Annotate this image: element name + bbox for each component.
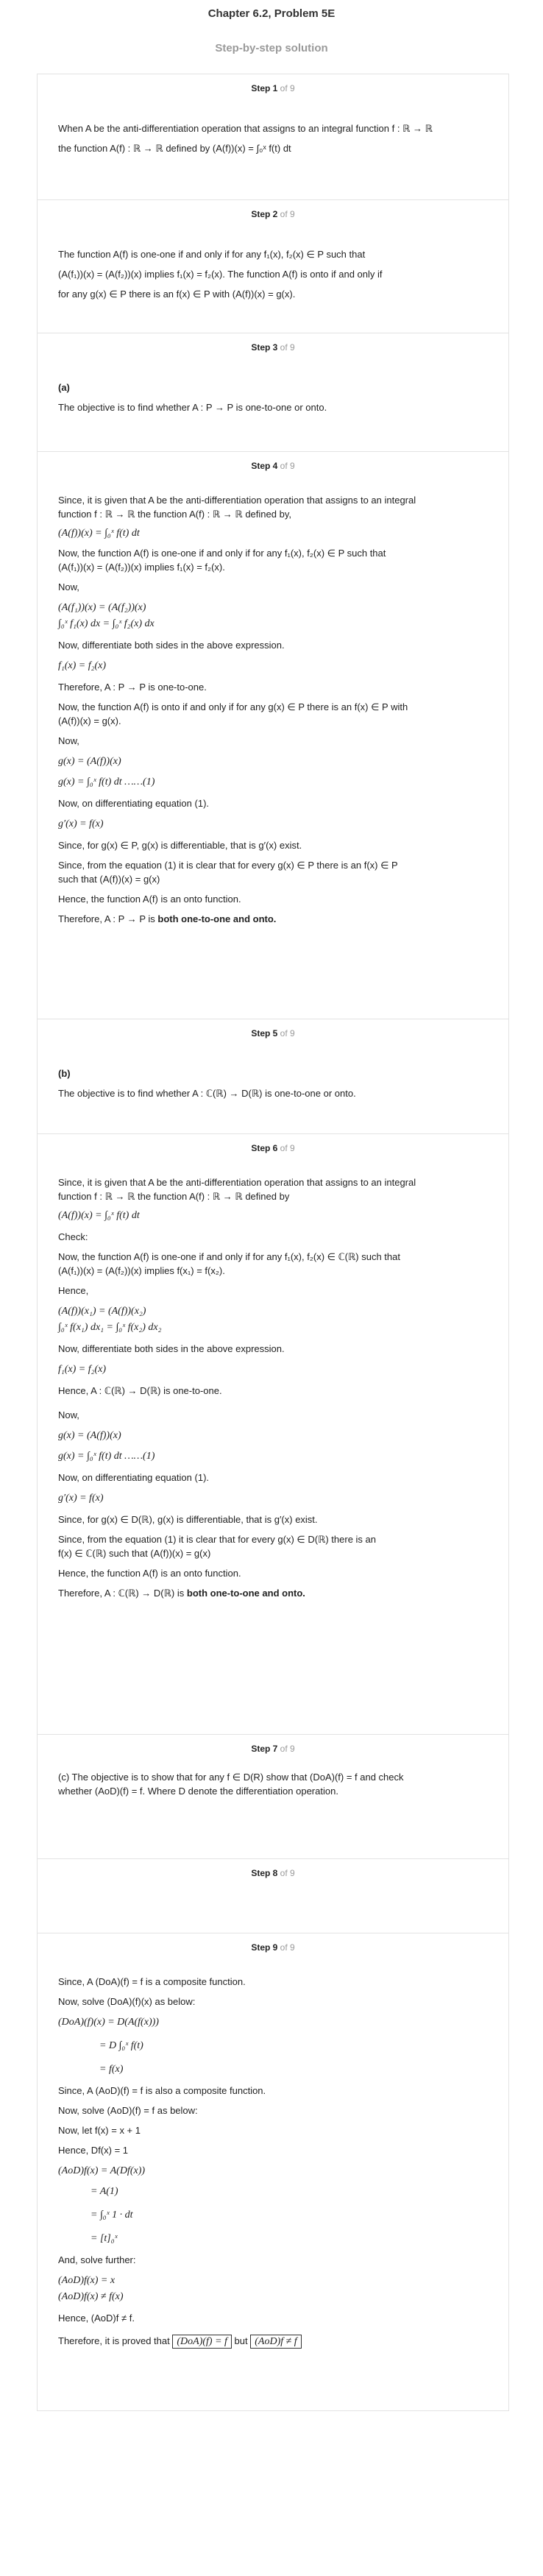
equation: (A(f₁))(x) = (A(f₂))(x)	[58, 602, 146, 613]
equation: g(x) = ∫₀ˣ f(t) dt ……(1)	[58, 1451, 155, 1462]
step-text: f(x) ∈ ℂ(ℝ) such that (A(f))(x) = g(x)	[58, 1548, 211, 1559]
equation: = A(1)	[90, 2186, 118, 2197]
step-3	[38, 333, 508, 452]
step-text: Hence, the function A(f) is an onto function.	[58, 1568, 241, 1579]
step-heading: Step 5 of 9	[251, 1028, 295, 1038]
equation: f₁(x) = f₂(x)	[58, 1364, 107, 1375]
solution-steps	[37, 74, 509, 2411]
step-5	[38, 1019, 508, 1134]
step-text: Since, A (AoD)(f) = f is also a composite function.	[58, 2085, 266, 2096]
step-1	[38, 74, 508, 200]
step-text: Now, on differentiating equation (1).	[58, 1472, 210, 1483]
step-text: Since, it is given that A be the anti-differentiation operation that assigns to an integral	[58, 495, 416, 506]
equation: g(x) = (A(f))(x)	[58, 1430, 121, 1441]
step-heading: Step 1 of 9	[251, 83, 295, 93]
step-text: Hence, the function A(f) is an onto function.	[58, 894, 241, 905]
step-text: function f : ℝ → ℝ the function A(f) : ℝ → ℝ defined by	[58, 1191, 290, 1202]
step-text: Now, the function A(f) is one-one if and only if for any f₁(x), f₂(x) ∈ P such that	[58, 548, 386, 559]
step-text: The function A(f) is one-one if and only if for any f₁(x), f₂(x) ∈ P such that	[58, 249, 366, 260]
part-label: (a)	[58, 382, 70, 393]
step-text: Now, solve (DoA)(f)(x) as below:	[58, 1996, 196, 2007]
step-8	[38, 1859, 508, 1933]
step-text: such that (A(f))(x) = g(x)	[58, 874, 160, 885]
step-text: Now, the function A(f) is one-one if and only if for any f₁(x), f₂(x) ∈ ℂ(ℝ) such that	[58, 1251, 400, 1262]
page-header	[0, 0, 543, 54]
step-2	[38, 200, 508, 333]
equation: = [t]₀ˣ	[90, 2233, 118, 2244]
step-text: (A(f₁))(x) = (A(f₂))(x) implies f₁(x) = f₂(x).	[58, 562, 225, 573]
step-text: The objective is to find whether A : P → P is one-to-one or onto.	[58, 402, 327, 413]
step-heading: Step 7 of 9	[251, 1744, 295, 1754]
step-text: Hence, (AoD)f ≠ f.	[58, 2313, 135, 2324]
boxed-result: (AoD)f ≠ f	[250, 2335, 301, 2349]
step-text: the function A(f) : ℝ → ℝ defined by (A(f))(x) = ∫₀ˣ f(t) dt	[58, 143, 291, 154]
equation: (AoD)f(x) = A(Df(x))	[58, 2165, 146, 2176]
equation: (A(f))(x₁) = (A(f))(x₂)	[58, 1306, 146, 1317]
equation: ∫₀ˣ f₁(x) dx = ∫₀ˣ f₂(x) dx	[58, 618, 155, 629]
final-conclusion: Therefore, it is proved that (DoA)(f) = f but (AoD)f ≠ f	[58, 2334, 488, 2349]
step-text: Now, differentiate both sides in the above expression.	[58, 1343, 285, 1354]
step-text: Now,	[58, 581, 79, 592]
step-7	[38, 1735, 508, 1859]
chapter-title: Chapter 6.2, Problem 5E	[207, 7, 336, 20]
step-4	[38, 452, 508, 1019]
step-heading: Step 8 of 9	[251, 1868, 295, 1878]
step-text: Now,	[58, 1409, 79, 1420]
step-text: Since, A (DoA)(f) = f is a composite function.	[58, 1976, 246, 1987]
boxed-result: (DoA)(f) = f	[172, 2335, 232, 2349]
step-text: Since, it is given that A be the anti-differentiation operation that assigns to an integral	[58, 1177, 416, 1188]
step-text: Hence, A : ℂ(ℝ) → D(ℝ) is one-to-one.	[58, 1385, 222, 1396]
part-label: (b)	[58, 1068, 71, 1079]
step-text: Now, the function A(f) is onto if and only if for any g(x) ∈ P there is an f(x) ∈ P with	[58, 701, 408, 712]
step-text: whether (AoD)(f) = f. Where D denote the differentiation operation.	[58, 1786, 338, 1797]
step-text: Now, on differentiating equation (1).	[58, 798, 210, 809]
step-text: Now, let f(x) = x + 1	[58, 2125, 141, 2136]
solution-subtitle: Step-by-step solution	[215, 42, 328, 54]
step-text: Now,	[58, 735, 79, 746]
step-heading: Step 6 of 9	[251, 1143, 295, 1153]
equation: ∫₀ˣ f(x₁) dx₁ = ∫₀ˣ f(x₂) dx₂	[58, 1322, 162, 1333]
step-conclusion: Therefore, A : P → P is both one-to-one and onto.	[58, 913, 277, 924]
step-text: function f : ℝ → ℝ the function A(f) : ℝ → ℝ defined by,	[58, 509, 291, 520]
equation: (A(f))(x) = ∫₀ˣ f(t) dt	[58, 528, 140, 539]
step-heading: Step 4 of 9	[251, 461, 295, 471]
step-9	[38, 1933, 508, 2411]
step-text: (c) The objective is to show that for any f ∈ D(R) show that (DoA)(f) = f and check	[58, 1772, 404, 1783]
step-text: for any g(x) ∈ P there is an f(x) ∈ P with (A(f))(x) = g(x).	[58, 289, 296, 300]
equation: = D ∫₀ˣ f(t)	[99, 2040, 143, 2051]
step-text: Hence, Df(x) = 1	[58, 2145, 129, 2156]
step-6	[38, 1134, 508, 1735]
step-text: Now, differentiate both sides in the above expression.	[58, 640, 285, 651]
step-text: When A be the anti-differentiation operation that assigns to an integral function f : ℝ → ℝ	[58, 123, 433, 134]
step-text: Since, from the equation (1) it is clear that for every g(x) ∈ P there is an f(x) ∈ P	[58, 860, 398, 871]
step-text: Since, for g(x) ∈ D(ℝ), g(x) is differentiable, that is g′(x) exist.	[58, 1514, 318, 1525]
equation: (AoD)f(x) ≠ f(x)	[58, 2291, 124, 2302]
equation: (A(f))(x) = ∫₀ˣ f(t) dt	[58, 1210, 140, 1221]
step-text: Hence,	[58, 1285, 89, 1296]
equation: = ∫₀ˣ 1 · dt	[90, 2209, 133, 2221]
step-text: Therefore, A : P → P is one-to-one.	[58, 682, 207, 693]
step-text: (A(f))(x) = g(x).	[58, 715, 121, 726]
equation: g(x) = (A(f))(x)	[58, 756, 121, 767]
equation: f₁(x) = f₂(x)	[58, 660, 107, 671]
step-conclusion: Therefore, A : ℂ(ℝ) → D(ℝ) is both one-to-one and onto.	[58, 1588, 305, 1599]
equation: (AoD)f(x) = x	[58, 2275, 116, 2286]
equation: (DoA)(f)(x) = D(A(f(x)))	[58, 2017, 159, 2028]
step-text: Since, for g(x) ∈ P, g(x) is differentiable, that is g′(x) exist.	[58, 840, 302, 851]
equation: g′(x) = f(x)	[58, 818, 104, 829]
equation: g(x) = ∫₀ˣ f(t) dt ……(1)	[58, 776, 155, 788]
step-heading: Step 9 of 9	[251, 1942, 295, 1953]
step-text: Check:	[58, 1231, 88, 1242]
step-heading: Step 3 of 9	[251, 342, 295, 353]
step-text: (A(f₁))(x) = (A(f₂))(x) implies f(x₁) = f(x₂).	[58, 1265, 225, 1276]
step-text: And, solve further:	[58, 2254, 136, 2265]
equation: = f(x)	[99, 2064, 124, 2075]
step-text: The objective is to find whether A : ℂ(ℝ) → D(ℝ) is one-to-one or onto.	[58, 1088, 356, 1099]
step-heading: Step 2 of 9	[251, 209, 295, 219]
equation: g′(x) = f(x)	[58, 1493, 104, 1504]
step-text: (A(f₁))(x) = (A(f₂))(x) implies f₁(x) = f₂(x). The function A(f) is onto if and only if	[58, 269, 383, 280]
step-text: Now, solve (AoD)(f) = f as below:	[58, 2105, 198, 2116]
step-text: Since, from the equation (1) it is clear that for every g(x) ∈ D(ℝ) there is an	[58, 1534, 377, 1545]
